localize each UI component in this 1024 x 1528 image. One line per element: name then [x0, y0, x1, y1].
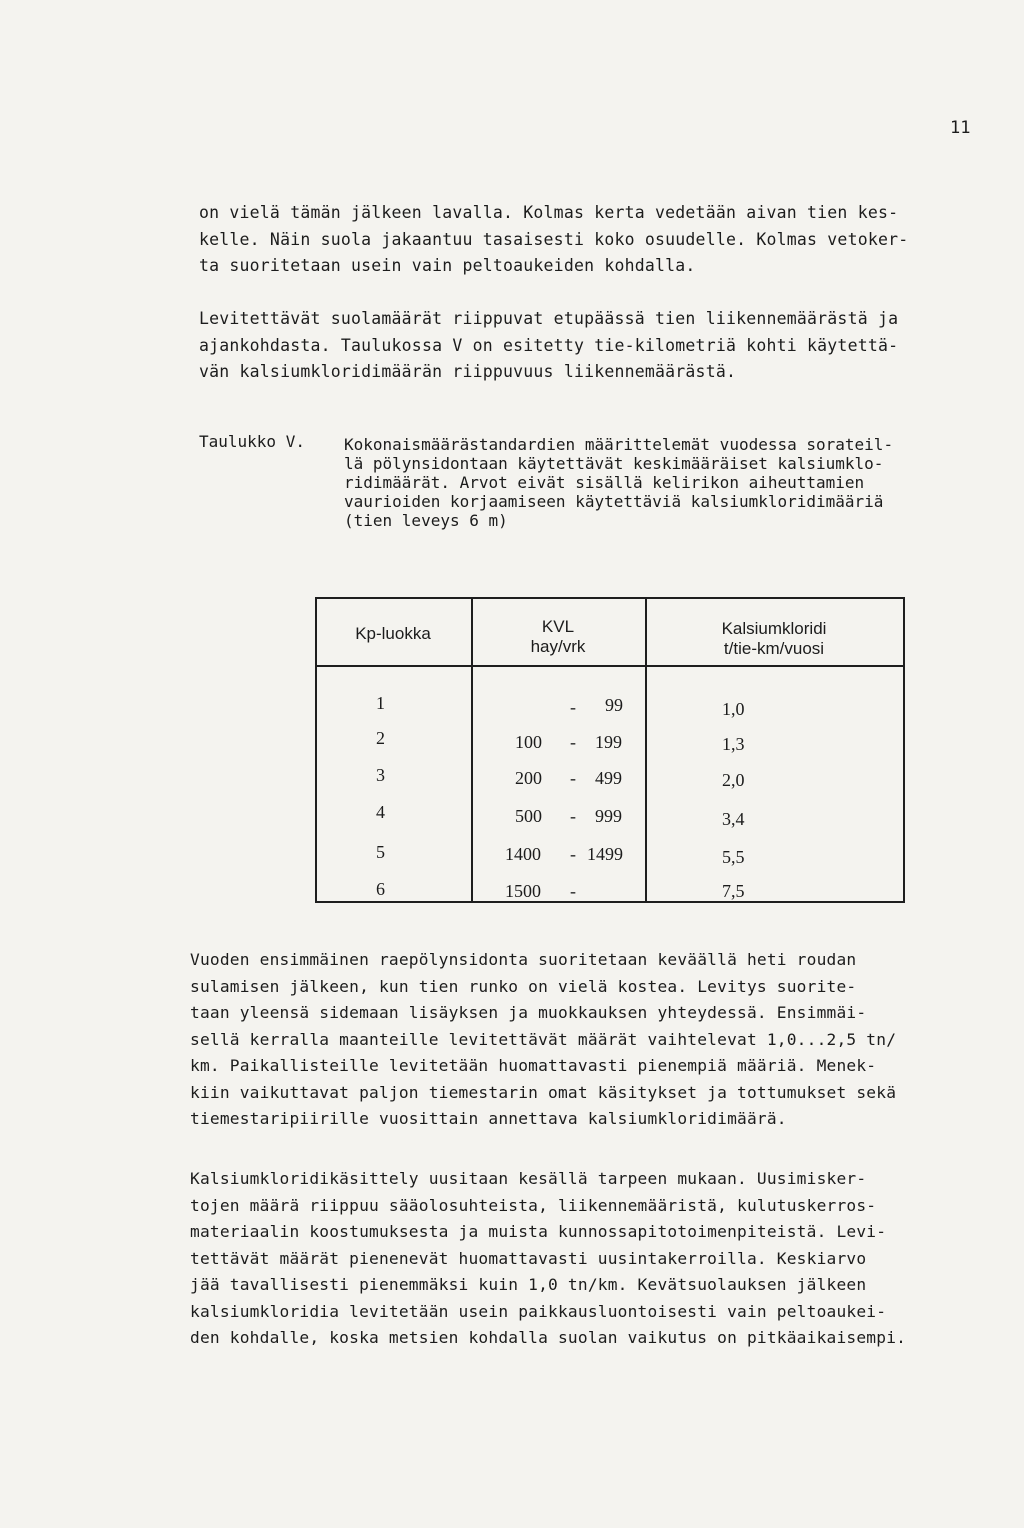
- cell-kvl-from: 1500: [505, 881, 541, 901]
- cell-kvl-to: 199: [595, 732, 622, 752]
- cell-kvl-to: 999: [595, 806, 622, 826]
- cell-kvl-dash: -: [570, 806, 576, 826]
- text-line: sulamisen jälkeen, kun tien runko on vielä kostea. Levitys suorite-: [190, 976, 857, 996]
- text-line: sellä kerralla maanteille levitettävät määrät vaihtelevat 1,0...2,5 tn/: [190, 1029, 897, 1049]
- cell-kp: 2: [376, 728, 385, 748]
- cell-kvl-dash: -: [570, 768, 576, 788]
- text-line: jää tavallisesti pienemmäksi kuin 1,0 tn/km. Kevätsuolauksen jälkeen: [190, 1275, 867, 1294]
- cell-kvl-to: 1499: [587, 844, 623, 864]
- paragraph-4: [190, 1166, 906, 1352]
- text-line: tettävät määrät pienenevät huomattavasti uusintakerroilla. Keskiarvo: [190, 1248, 867, 1268]
- cell-kvl-dash: -: [570, 697, 576, 717]
- text-line: kalsiumkloridia levitetään usein paikkausluontoisesti vain peltoaukei-: [190, 1301, 887, 1321]
- header-kp-luokka: Kp-luokka: [355, 624, 431, 643]
- cell-value: 3,4: [722, 809, 745, 829]
- caption-line: vaurioiden korjaamiseen käytettäviä kalsiumkloridimääriä: [344, 492, 884, 511]
- header-kalsiumkloridi: [645, 619, 903, 659]
- text-line: tojen määrä riippuu sääolosuhteista, liikennemääristä, kulutuskerros-: [190, 1195, 877, 1215]
- cell-value: 2,0: [722, 770, 745, 790]
- cell-kp: 6: [376, 879, 385, 899]
- text-line: Kalsiumkloridikäsittely uusitaan kesällä tarpeen mukaan. Uusimisker-: [190, 1169, 867, 1188]
- table-border-top: [315, 597, 905, 599]
- paragraph-2: [199, 306, 898, 386]
- cell-kvl-to: 99: [605, 695, 623, 715]
- cell-kvl-from: 100: [515, 732, 542, 752]
- table-border-right: [903, 597, 905, 903]
- cell-kvl-to: 499: [595, 768, 622, 788]
- cell-kvl-dash: -: [570, 732, 576, 752]
- table-header-divider: [315, 665, 905, 667]
- text-line: on vielä tämän jälkeen lavalla. Kolmas kerta vedetään aivan tien kes-: [199, 203, 899, 222]
- cell-value: 1,0: [722, 699, 745, 719]
- cell-kp: 4: [376, 802, 385, 822]
- cell-kvl-dash: -: [570, 844, 576, 864]
- text-line: kiin vaikuttavat paljon tiemestarin omat käsitykset ja tottumukset sekä: [190, 1082, 897, 1102]
- caption-line: ridimäärät. Arvot eivät sisällä kelirikon aiheuttamien: [344, 473, 865, 492]
- caption-line: lä pölynsidontaan käytettävät keskimääräiset kalsiumklo-: [344, 454, 884, 473]
- cell-kp: 1: [376, 693, 385, 713]
- text-line: Levitettävät suolamäärät riippuvat etupäässä tien liikennemäärästä ja: [199, 309, 899, 328]
- text-line: materiaalin koostumuksesta ja muista kunnossapitotoimenpiteistä. Levi-: [190, 1222, 887, 1241]
- cell-value: 7,5: [722, 881, 745, 901]
- text-line: ta suoritetaan usein vain peltoaukeiden kohdalla.: [199, 256, 696, 275]
- text-line: vän kalsiumkloridimäärän riippuvuus liikennemäärästä.: [199, 362, 737, 381]
- table-caption: [344, 435, 893, 530]
- cell-kvl-from: 1400: [505, 844, 541, 864]
- text-line: km. Paikallisteille levitetään huomattavasti pienempiä määriä. Menek-: [190, 1056, 877, 1075]
- page-number: 11: [950, 118, 971, 138]
- cell-kvl-from: 200: [515, 768, 542, 788]
- text-line: Vuoden ensimmäinen raepölynsidonta suoritetaan keväällä heti roudan: [190, 950, 857, 969]
- paragraph-1: [199, 200, 908, 280]
- cell-kvl-from: 500: [515, 806, 542, 826]
- cell-value: 1,3: [722, 734, 745, 754]
- paragraph-3: [190, 947, 896, 1133]
- table-border-bottom: [315, 901, 905, 903]
- cell-kp: 5: [376, 842, 385, 862]
- text-line: taan yleensä sidemaan lisäyksen ja muokkauksen yhteydessä. Ensimmäi-: [190, 1003, 867, 1022]
- text-line: den kohdalle, koska metsien kohdalla suolan vaikutus on pitkäaikaisempi.: [190, 1328, 907, 1347]
- text-line: tiemestaripiirille vuosittain annettava kalsiumkloridimäärä.: [190, 1109, 787, 1128]
- header-kvl-line2: hay/vrk: [530, 637, 586, 656]
- text-line: kelle. Näin suola jakaantuu tasaisesti koko osuudelle. Kolmas vetoker-: [199, 229, 909, 249]
- caption-line: (tien leveys 6 m): [344, 511, 508, 530]
- cell-kp: 3: [376, 765, 385, 785]
- table-caption-label: Taulukko V.: [199, 432, 305, 451]
- caption-line: Kokonaismäärästandardien määrittelemät vuodessa sorateil-: [344, 435, 894, 454]
- header-kvl: [471, 617, 645, 657]
- data-table: [315, 597, 905, 903]
- cell-kvl-dash: -: [570, 881, 576, 901]
- header-kalsium-line2: t/tie-km/vuosi: [723, 639, 825, 658]
- text-line: ajankohdasta. Taulukossa V on esitetty tie-kilometriä kohti käytettä-: [199, 335, 899, 355]
- header-kalsium-line1: Kalsiumkloridi: [721, 619, 827, 638]
- header-kvl-line1: KVL: [541, 617, 575, 636]
- cell-value: 5,5: [722, 847, 745, 867]
